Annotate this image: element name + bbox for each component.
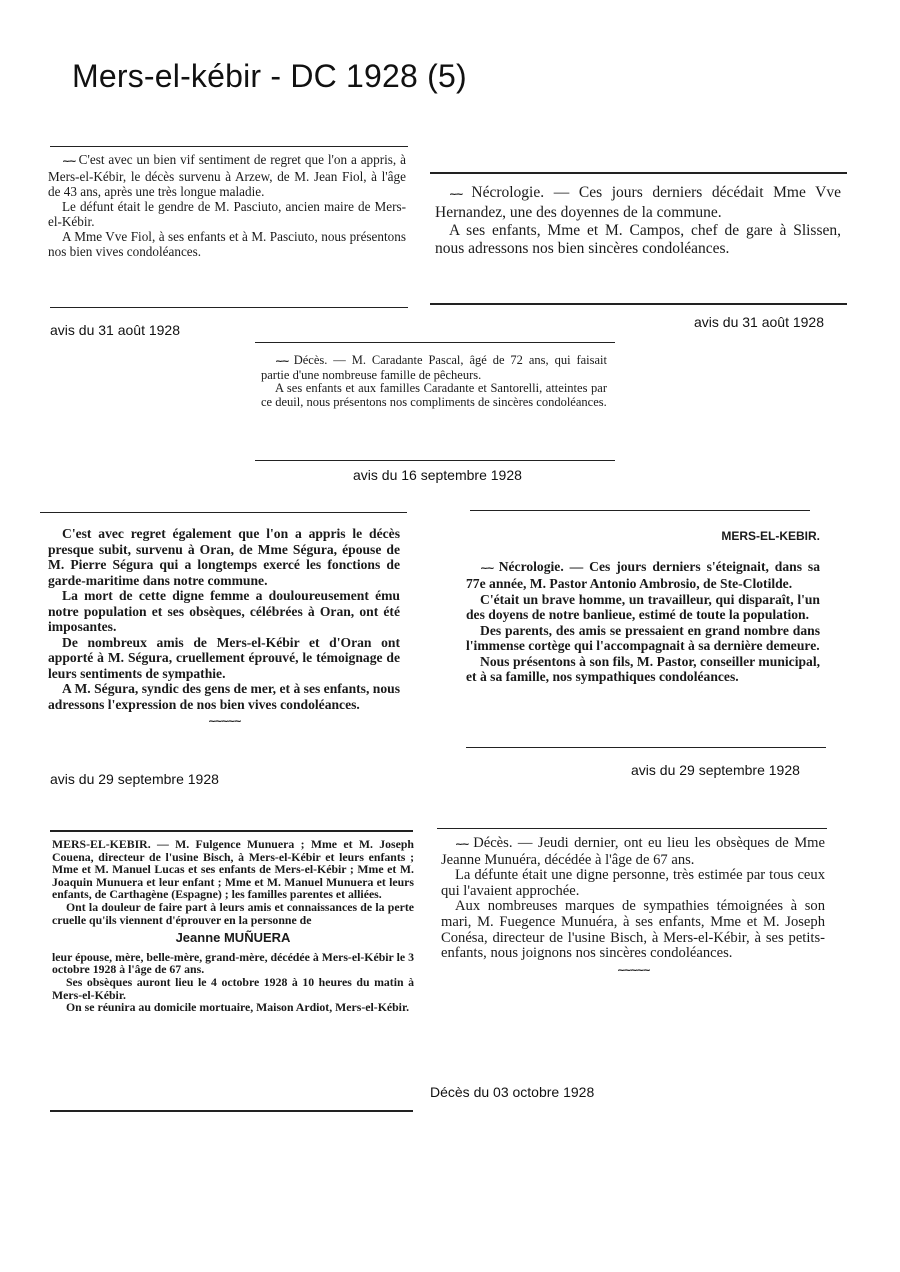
clip-fiol-notice	[48, 152, 406, 259]
clip-paragraph: leur épouse, mère, belle-mère, grand-mère, décédée à Mers-el-Kébir le 3 octobre 1928 à l'âge de 67 ans.	[52, 949, 414, 977]
clip-paragraph: Décès. — Jeudi dernier, ont eu lieu les obsèques de Mme Jeanne Munuéra, décédée à l'âge de 67 ans.	[441, 835, 825, 868]
clip-paragraph: A ses enfants, Mme et M. Campos, chef de gare à Slissen, nous adressons nos bien sincères condoléances.	[435, 222, 841, 257]
clip-heading: MERS-EL-KEBIR.	[721, 529, 820, 543]
clip-top-rule	[50, 830, 413, 832]
clip-top-rule	[437, 828, 827, 829]
clip-caption: avis du 29 septembre 1928	[50, 771, 219, 787]
ornament-icon: ~~	[449, 189, 462, 200]
clip-paragraph: Nous présentons à son fils, M. Pastor, conseiller municipal, et à sa famille, nos sympathiques condoléances.	[466, 653, 820, 684]
clip-top-rule	[255, 342, 615, 343]
clip-munuera-faire-part	[52, 838, 414, 1014]
clip-top-rule	[430, 172, 847, 174]
clip-bottom-rule	[466, 747, 826, 748]
clip-caption: avis du 31 août 1928	[50, 322, 180, 338]
clip-hernandez-notice	[435, 184, 841, 258]
clip-paragraph: Nécrologie. — Ces jours derniers décédait Mme Vve Hernandez, une des doyennes de la commune.	[435, 184, 842, 221]
page-title: Mers-el-kébir - DC 1928 (5)	[72, 58, 467, 94]
clip-caradante-notice	[261, 354, 607, 409]
clip-top-rule	[50, 146, 408, 147]
clip-pastor-notice	[466, 528, 820, 685]
clip-caption: Décès du 03 octobre 1928	[430, 1084, 595, 1100]
clip-paragraph: La mort de cette digne femme a douloureusement ému notre population et ses obsèques, célébrées à Oran, ont été imposantes.	[48, 588, 400, 634]
clip-paragraph: Aux nombreuses marques de sympathies témoignées à son mari, M. Fuegence Munuéra, à ses enfants, Mme et M. Joseph Conésa, directeur de l'usine Bisch, à Mers-el-Kébir, à ses petits-enfants, nous joignons nos sincères condoléances.	[441, 898, 825, 962]
clip-paragraph: Décès. — M. Caradante Pascal, âgé de 72 ans, qui faisait partie d'une nombreuse famille de pêcheurs.	[261, 353, 608, 382]
clip-bottom-rule	[50, 307, 408, 308]
clip-top-rule	[40, 512, 407, 513]
clip-bottom-rule	[50, 1110, 413, 1112]
clip-bottom-rule	[430, 303, 847, 305]
clip-paragraph: La défunte était une digne personne, très estimée par tous ceux qui l'avaient approchée.	[441, 867, 825, 899]
clip-paragraph: MERS-EL-KEBIR. — M. Fulgence Munuera ; Mme et M. Joseph Couena, directeur de l'usine Bisch, à Mers-el-Kébir et leurs enfants ; Mme et M. Manuel Lucas et ses enfants de Mers-el-Kébir ; Mme et M. Joaquin Munuera et leur enfant ; Mme et M. Manuel Munuera et leurs enfants, de Carthagène (Espagne) ; les familles parentes et alliées.	[52, 837, 414, 902]
clip-paragraph: C'est avec un bien vif sentiment de regret que l'on a appris, à Mers-el-Kébir, le décès survenu à Arzew, de M. Jean Fiol, à l'âge de 43 ans, après une très longue maladie.	[48, 152, 406, 199]
ornament-icon: ~~	[275, 356, 288, 367]
ornament-icon: ~~~~~	[208, 716, 240, 727]
clip-paragraph: Ont la douleur de faire part à leurs amis et connaissances de la perte cruelle qu'ils viennent d'éprouver en la personne de	[52, 899, 414, 927]
clip-paragraph: A Mme Vve Fiol, à ses enfants et à M. Pasciuto, nous présentons nos bien vives condoléances.	[48, 229, 406, 259]
clip-top-rule	[470, 510, 810, 511]
clip-paragraph: A ses enfants et aux familles Caradante et Santorelli, atteintes par ce deuil, nous présentons nos compliments de sincères condoléances.	[261, 381, 607, 409]
clip-paragraph: On se réunira au domicile mortuaire, Maison Ardiot, Mers-el-Kébir.	[66, 1000, 410, 1015]
clip-segura-notice	[48, 526, 400, 730]
clip-paragraph: Ses obsèques auront lieu le 4 octobre 1928 à 10 heures du matin à Mers-el-Kébir.	[52, 974, 414, 1002]
clip-paragraph: A M. Ségura, syndic des gens de mer, et à ses enfants, nous adressons l'expression de nos bien vives condoléances.	[48, 681, 400, 712]
ornament-icon: ~~~~~	[617, 964, 649, 976]
ornament-icon: ~~	[62, 156, 75, 167]
clip-paragraph: Le défunt était le gendre de M. Pasciuto, ancien maire de Mers-el-Kébir.	[48, 199, 406, 229]
clip-bottom-rule	[255, 460, 615, 461]
clip-paragraph: C'est avec regret également que l'on a appris le décès presque subit, survenu à Oran, de Mme Ségura, épouse de M. Pierre Ségura qui a longtemps exercé les fonctions de garde-maritime dans notre commune.	[48, 526, 400, 588]
clip-caption: avis du 29 septembre 1928	[631, 762, 800, 778]
ornament-icon: ~~	[480, 562, 493, 574]
clip-paragraph: Nécrologie. — Ces jours derniers s'éteignait, dans sa 77e année, M. Pastor Antonio Ambrosio, de Ste-Clotilde.	[466, 558, 820, 591]
clip-caption: avis du 16 septembre 1928	[353, 467, 522, 483]
clip-paragraph: De nombreux amis de Mers-el-Kébir et d'Oran ont apporté à M. Ségura, cruellement éprouvé, le témoignage de leurs sentiments de sympathie.	[48, 634, 400, 681]
clip-paragraph: C'était un brave homme, un travailleur, qui disparaît, l'un des doyens de notre banlieue, estimé de toute la population.	[466, 591, 820, 622]
clip-paragraph: Des parents, des amis se pressaient en grand nombre dans l'immense cortège qui l'accompagnait à sa dernière demeure.	[466, 622, 820, 653]
deceased-name: Jeanne MUÑUERA	[175, 930, 291, 946]
ornament-icon: ~~	[455, 839, 468, 850]
clip-munuera-obituary	[441, 836, 825, 978]
clip-caption: avis du 31 août 1928	[694, 314, 824, 330]
